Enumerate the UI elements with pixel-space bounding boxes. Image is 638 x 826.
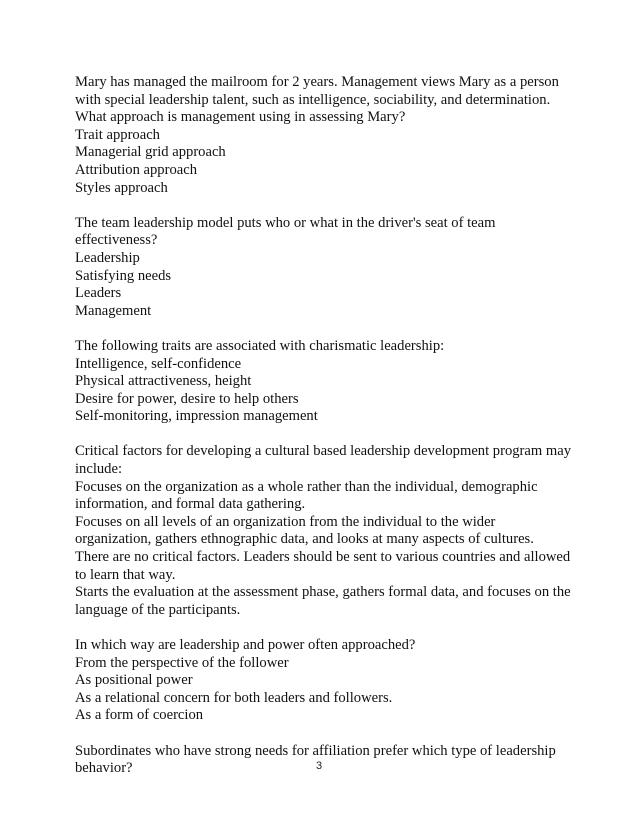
question-5 bbox=[75, 637, 575, 725]
question-stem: Critical factors for developing a cultural based leadership development program may include: bbox=[75, 443, 572, 478]
answer-option: Managerial grid approach bbox=[75, 144, 226, 161]
answer-options bbox=[75, 479, 575, 620]
answer-option: Self-monitoring, impression management bbox=[75, 408, 318, 425]
question-stem: Mary has managed the mailroom for 2 years. Management views Mary as a person with special leadership talent, such as intelligence, sociability, and determination. What approach is management using in assessing Mary? bbox=[75, 74, 559, 126]
answer-option: Management bbox=[75, 302, 152, 319]
answer-options bbox=[75, 250, 575, 320]
question-stem: In which way are leadership and power often approached? bbox=[75, 637, 416, 653]
page-number: 3 bbox=[315, 760, 323, 772]
question-4 bbox=[75, 443, 575, 619]
question-1 bbox=[75, 74, 575, 197]
answer-option: Physical attractiveness, height bbox=[75, 373, 252, 390]
answer-options bbox=[75, 127, 575, 197]
answer-option: As a relational concern for both leaders and followers. bbox=[75, 689, 393, 706]
question-stem: The team leadership model puts who or what in the driver's seat of team effectiveness? bbox=[75, 214, 496, 249]
answer-option: As positional power bbox=[75, 672, 193, 689]
question-stem: Subordinates who have strong needs for affiliation prefer which type of leadership behavior? bbox=[75, 742, 556, 777]
answer-option: Satisfying needs bbox=[75, 267, 172, 284]
answer-option: Trait approach bbox=[75, 126, 160, 143]
answer-option: Focuses on all levels of an organization from the individual to the wider organization, gathers ethnographic data, and looks at many aspects of cultures. bbox=[75, 513, 534, 548]
answer-option: From the perspective of the follower bbox=[75, 654, 289, 671]
answer-option: Starts the evaluation at the assessment phase, gathers formal data, and focuses on the language of the participants. bbox=[75, 584, 571, 618]
answer-option: Leadership bbox=[75, 249, 140, 266]
answer-options bbox=[75, 356, 575, 426]
question-3 bbox=[75, 338, 575, 426]
answer-option: Leaders bbox=[75, 285, 122, 302]
answer-option: Attribution approach bbox=[75, 161, 197, 178]
answer-option: There are no critical factors. Leaders should be sent to various countries and allowed to learn that way. bbox=[75, 549, 571, 583]
answer-option: Intelligence, self-confidence bbox=[75, 355, 242, 372]
answer-option: Focuses on the organization as a whole rather than the individual, demographic information, and formal data gathering. bbox=[75, 478, 538, 513]
question-list bbox=[75, 74, 575, 795]
question-stem: The following traits are associated with charismatic leadership: bbox=[75, 337, 445, 354]
answer-option: Desire for power, desire to help others bbox=[75, 390, 299, 407]
answer-options bbox=[75, 655, 575, 725]
question-2 bbox=[75, 215, 575, 321]
answer-option: Styles approach bbox=[75, 179, 168, 196]
answer-option: As a form of coercion bbox=[75, 707, 204, 724]
